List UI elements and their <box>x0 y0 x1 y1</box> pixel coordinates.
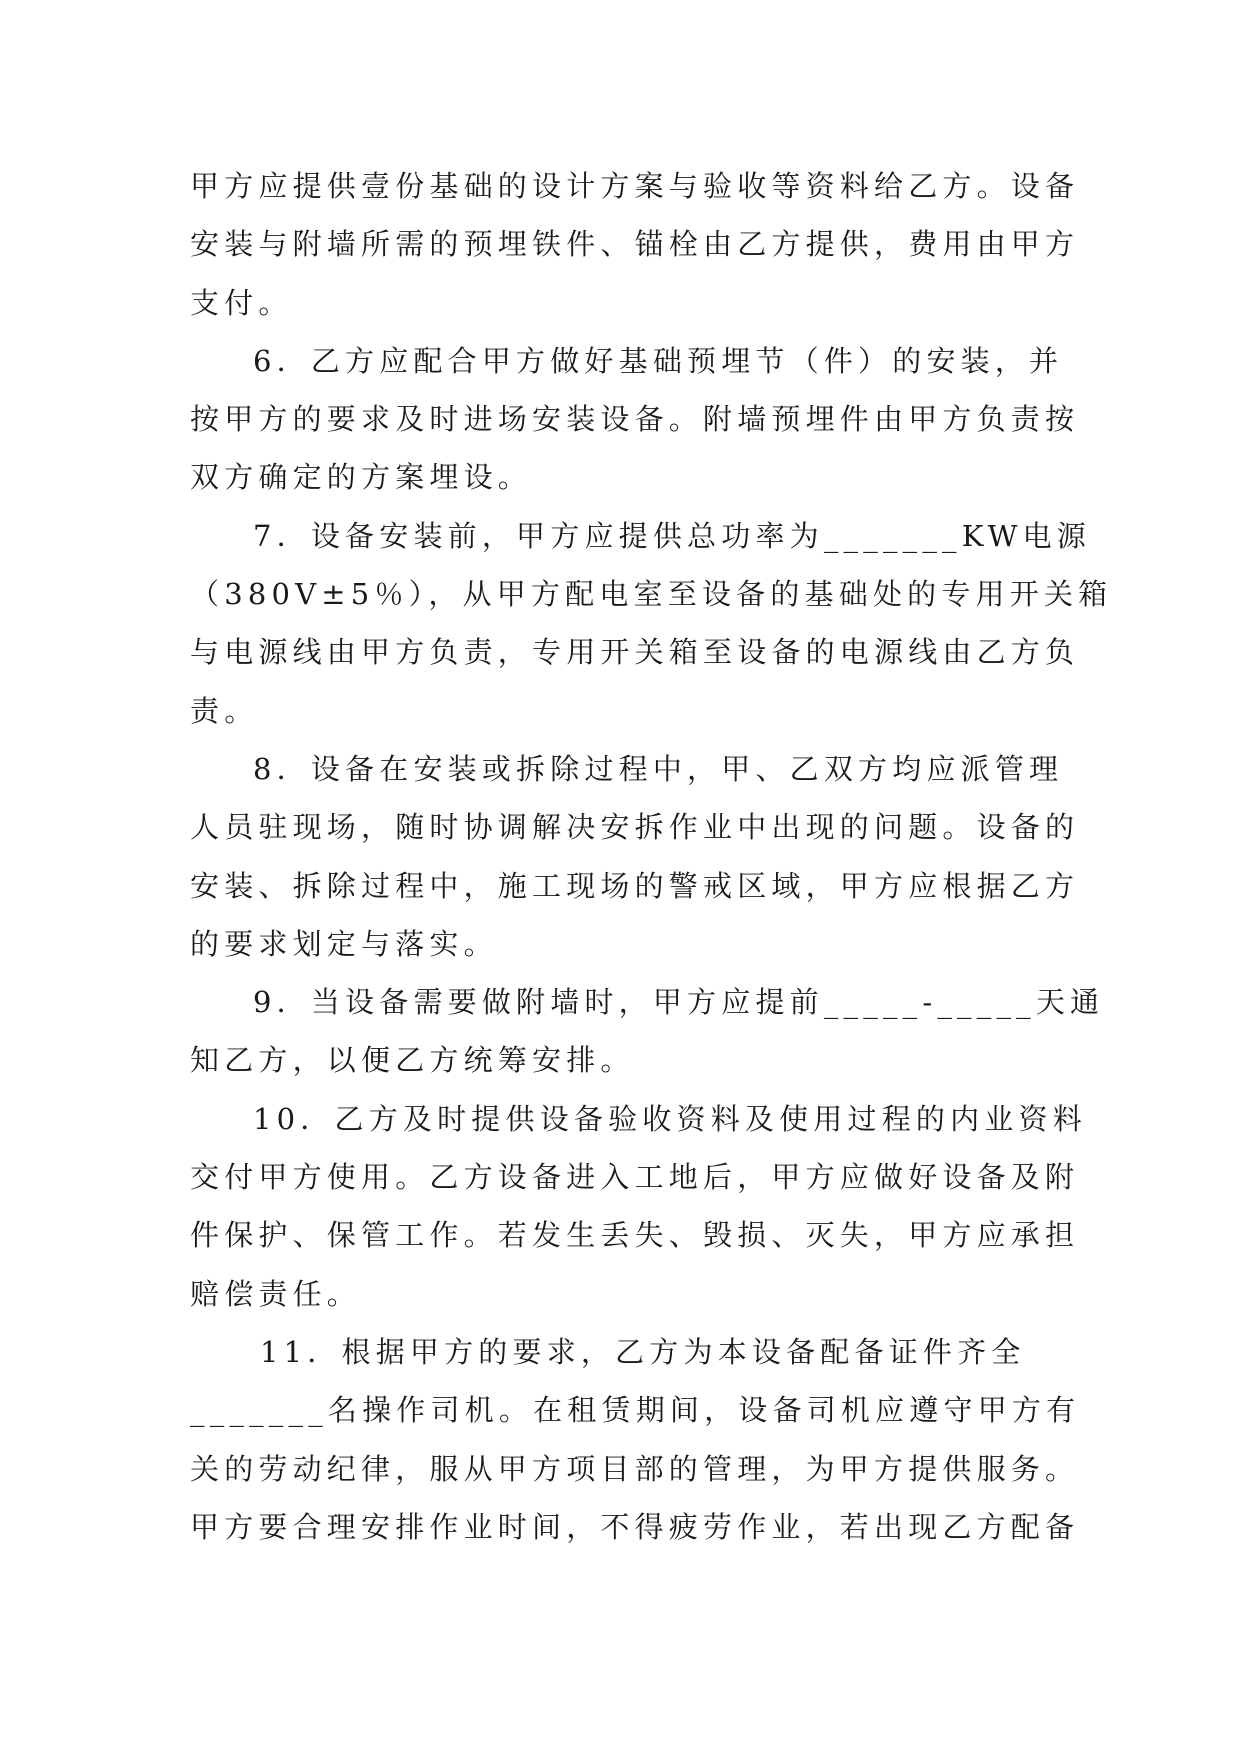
text-line: 赔偿责任。 <box>190 1276 362 1311</box>
text-line: 责。 <box>190 693 259 728</box>
text-line: 的要求划定与落实。 <box>190 926 498 961</box>
text-line: 与电源线由甲方负责，专用开关箱至设备的电源线由乙方负 <box>190 635 1080 670</box>
clause-10-start: 10．乙方及时提供设备验收资料及使用过程的内业资料 <box>253 1101 1087 1136</box>
text-line: 双方确定的方案埋设。 <box>190 460 533 495</box>
clause-9-start: 9．当设备需要做附墙时，甲方应提前_____-_____天通 <box>253 985 1105 1020</box>
clause-11-start: 11．根据甲方的要求，乙方为本设备配备证件齐全 <box>260 1334 1026 1369</box>
text-line: _______名操作司机。在租赁期间，设备司机应遵守甲方有 <box>190 1393 1081 1428</box>
text-line: 甲方应提供壹份基础的设计方案与验收等资料给乙方。设备 <box>190 169 1080 203</box>
text-line: 甲方要合理安排作业时间，不得疲劳作业，若出现乙方配备 <box>190 1509 1080 1544</box>
text-line: 安装、拆除过程中，施工现场的警戒区域，甲方应根据乙方 <box>190 868 1080 903</box>
clause-8-start: 8．设备在安装或拆除过程中，甲、乙双方均应派管理 <box>253 751 1064 786</box>
text-line: 支付。 <box>190 285 293 320</box>
text-line: 安装与附墙所需的预埋铁件、锚栓由乙方提供，费用由甲方 <box>190 227 1080 262</box>
clause-6-start: 6．乙方应配合甲方做好基础预埋节（件）的安装，并 <box>253 343 1064 378</box>
text-line: 关的劳动纪律，服从甲方项目部的管理，为甲方提供服务。 <box>190 1451 1080 1486</box>
contract-body-text <box>190 157 1113 1556</box>
text-line: 件保护、保管工作。若发生丢失、毁损、灭失，甲方应承担 <box>190 1218 1080 1253</box>
clause-7-start: 7．设备安装前，甲方应提供总功率为_______KW电源 <box>253 518 1091 553</box>
text-line: （380V±5％），从甲方配电室至设备的基础处的专用开关箱 <box>190 577 1113 612</box>
text-line: 交付甲方使用。乙方设备进入工地后，甲方应做好设备及附 <box>190 1160 1080 1195</box>
text-line: 按甲方的要求及时进场安装设备。附墙预埋件由甲方负责按 <box>190 402 1080 437</box>
text-line: 知乙方，以便乙方统筹安排。 <box>190 1043 635 1078</box>
text-line: 人员驻现场，随时协调解决安拆作业中出现的问题。设备的 <box>190 810 1080 845</box>
